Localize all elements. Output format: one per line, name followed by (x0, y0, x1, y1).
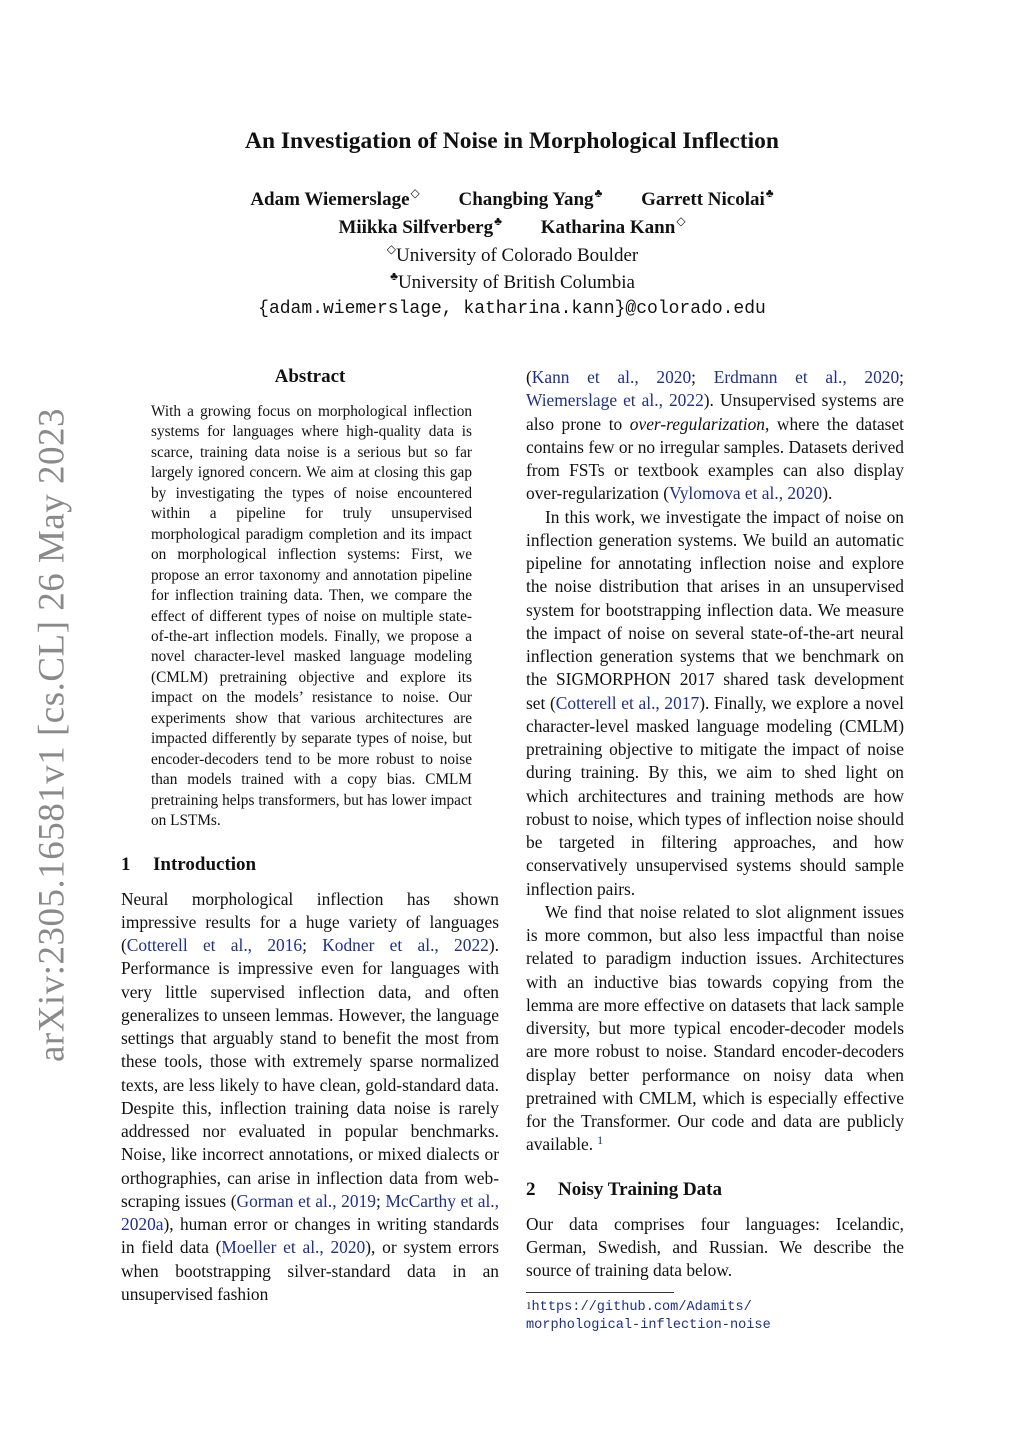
arxiv-sidebar-stamp (22, 407, 82, 1063)
citation-link[interactable]: Wiemerslage et al., 2022 (526, 390, 704, 411)
author-line-1 (0, 186, 1024, 211)
footnote-url[interactable]: $^1$https://github.com/Adamits/ morphological-inflection-noise (526, 1300, 771, 1334)
citation-link[interactable]: McCarthy et al., 2020a (121, 1190, 500, 1235)
citation-link[interactable]: Kann et al., 2020 (531, 367, 692, 387)
arxiv-id: arXiv:2305.16581v1 [cs.CL] 26 May 2023 (31, 407, 73, 1063)
intro-paragraph: In this work, we investigate the impact of noise on inflection generation systems. We build an automatic pipeline for annotating inflection noise and explore the noise distribution that arises in an unsupervised system for bootstrapping inflection data. We measure the impact of noise on several state-of-the-art neural inflection generation systems that we benchmark on the SIGMORPHON 2017 shared task development set (Cotterell et al., 2017). Finally, we explore a novel character-level masked language modeling (CMLM) pretraining objective to mitigate the impact of noise during training. By this, we aim to shed light on which architectures and training methods are how robust to noise, which types of inflection noise should be targeted in filtering approaches, and how conservatively unsupervised systems should sample inflection pairs. (526, 506, 904, 899)
author-email: {adam.wiemerslage, katharina.kann}@colorado.edu (258, 299, 766, 319)
author: Changbing Yang♣ (458, 186, 603, 210)
author: Garrett Nicolai♣ (641, 186, 774, 210)
intro-paragraph: We find that noise related to slot alignment issues is more common, but also less impactful than noise related to paradigm induction issues. Architectures with an inductive bias towards copying from the lemma are more effective on datasets that lack sample diversity, but more typical encoder-decoder models are more robust to noise. Standard encoder-decoders display better performance on noisy data when pretrained with CMLM, which is especially effective for the Transformer. Our code and data are publicly available. $^1$ (526, 901, 904, 1155)
intro-paragraph: Neural morphological inflection has shown impressive results for a huge variety of languages (Cotterell et al., 2016; Kodner et al., 2022). Performance is impressive even for languages with very little supervised inflection data, and often generalizes to unseen lemmas. However, the language settings that arguably stand to benefit the most from these tools, those with extremely sparse normalized texts, are less likely to have clean, gold-standard data. Despite this, inflection training data noise is rarely addressed nor evaluated in popular benchmarks. Noise, like incorrect annotations, or mixed dialects or orthographies, can arise in inflection data from web-scraping issues (Gorman et al., 2019; McCarthy et al., 2020a), human error or changes in writing standards in field data (Moeller et al., 2020), or system errors when bootstrapping silver-standard data in an unsupervised fashion (121, 888, 500, 1304)
abstract-text: With a growing focus on morphological inflection systems for languages where high-quality data is scarce, training data noise is a serious but so far largely ignored concern. We aim at closing this gap by investigating the types of noise encountered within a pipeline for truly unsupervised morphological paradigm completion and its impact on morphological inflection systems: First, we propose an error taxonomy and annotation pipeline for inflection training data. Then, we compare the effect of different types of noise on multiple state-of-the-art inflection models. Finally, we propose a novel character-level masked language modeling (CMLM) pretraining objective and explore its impact on the models’ resistance to noise. Our experiments show that various architectures are impacted differently by separate types of noise, but encoder-decoders tend to be more robust to noise than models trained with a copy bias. CMLM pretraining helps transformers, but has lower impact on LSTMs. (151, 403, 472, 830)
citation-link[interactable]: Cotterell et al., 2016 (126, 935, 303, 956)
citation-link[interactable]: Erdmann et al., 2020 (713, 367, 900, 387)
affiliation: ◇University of Colorado Boulder (386, 242, 639, 266)
section2-paragraph: Our data comprises four languages: Icelandic, German, Swedish, and Russian. We describe the source of training data below. (526, 1213, 904, 1280)
left-column (121, 366, 499, 1306)
citation-link[interactable]: Vylomova et al., 2020 (669, 483, 823, 504)
author: Katharina Kann◇ (540, 214, 686, 238)
footnote-divider (526, 1292, 674, 1293)
citation-link[interactable]: Cotterell et al., 2017 (555, 692, 700, 713)
author: Adam Wiemerslage◇ (250, 186, 420, 210)
author-line-2 (0, 214, 1024, 239)
paper-title: An Investigation of Noise in Morphological Inflection (245, 128, 779, 154)
section-heading-noisy-training-data: 2 Noisy Training Data (526, 1178, 722, 1200)
section-heading-introduction: 1 Introduction (121, 853, 257, 875)
citation-link[interactable]: Kodner et al., 2022 (322, 935, 489, 956)
author: Miikka Silfverberg♣ (338, 214, 502, 238)
right-column (526, 366, 904, 1335)
intro-paragraph-continued: (Kann et al., 2020; Erdmann et al., 2020; Wiemerslage et al., 2022). Unsupervised systems are also prone to over-regularization, where the dataset contains few or no irregular samples. Datasets derived from FSTs or textbook examples can also display over-regularization (Vylomova et al., 2020). (526, 367, 905, 504)
affiliation: ♣University of British Columbia (390, 269, 635, 293)
abstract-heading: Abstract (274, 366, 346, 387)
citation-link[interactable]: Moeller et al., 2020 (221, 1237, 366, 1258)
citation-link[interactable]: Gorman et al., 2019 (236, 1190, 376, 1211)
footnote-ref[interactable]: 1 (597, 1133, 604, 1148)
